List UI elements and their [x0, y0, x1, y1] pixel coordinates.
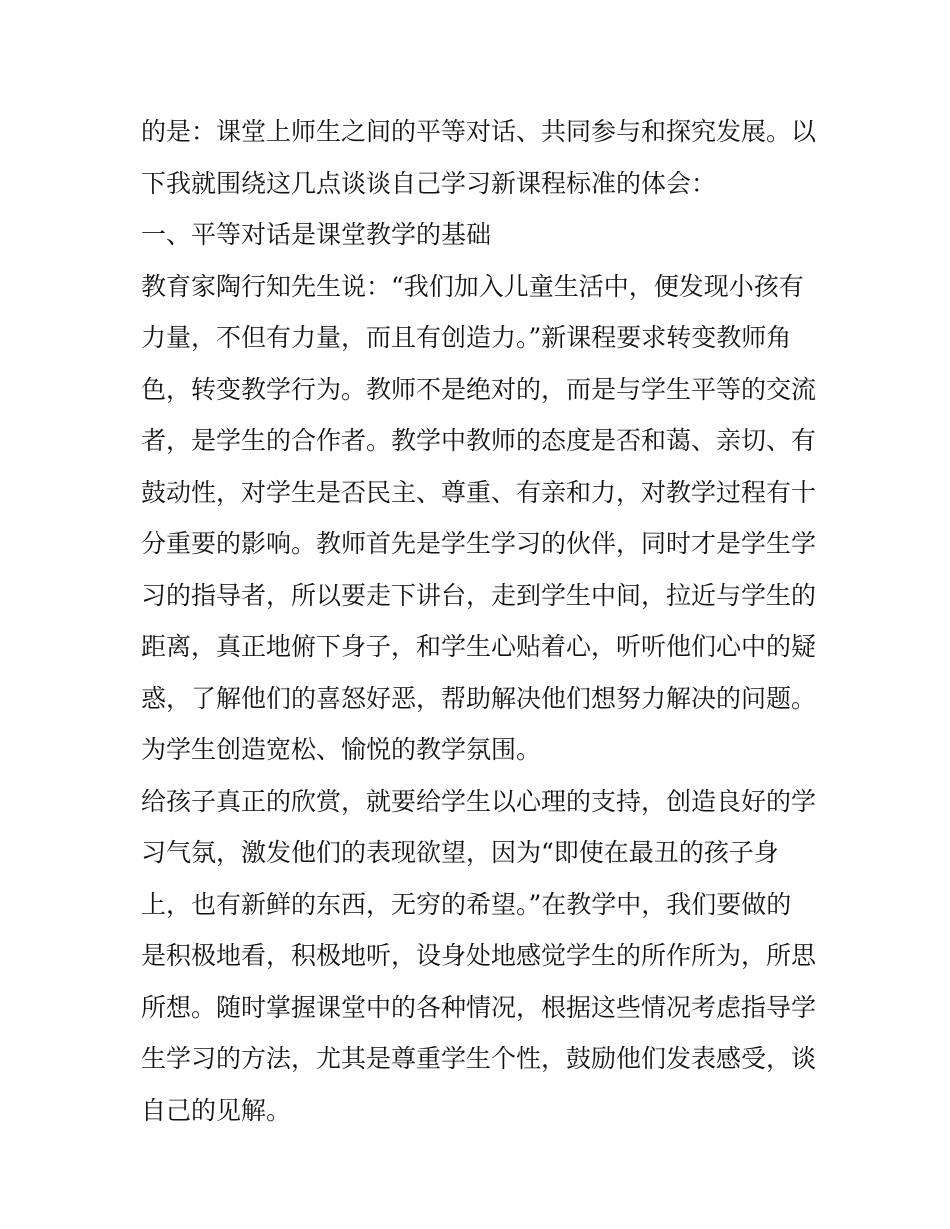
- text-line: 所想。随时掌握课堂中的各种情况，根据这些情况考虑指导学: [141, 992, 817, 1022]
- text-line: 为学生创造宽松、愉悦的教学氛围。: [141, 735, 542, 764]
- text-line: 下我就围绕这几点谈谈自己学习新课程标准的体会：: [141, 168, 717, 198]
- text-line: 距离，真正地俯下身子，和学生心贴着心，听听他们心中的疑: [141, 632, 817, 661]
- text-line: 教育家陶行知先生说：“我们加入儿童生活中，便发现小孩有: [141, 271, 804, 301]
- document-body: [141, 106, 821, 1136]
- text-line: 是积极地看，积极地听，设身处地感觉学生的所作所为，所思: [141, 941, 817, 970]
- section-heading: 一、平等对话是课堂教学的基础: [141, 220, 492, 249]
- text-line: 习气氛，激发他们的表现欲望，因为“即使在最丑的孩子身: [141, 838, 779, 867]
- text-line: 色，转变教学行为。教师不是绝对的，而是与学生平等的交流: [141, 374, 817, 404]
- text-line: 自己的见解。: [141, 1095, 292, 1125]
- text-line: 鼓动性，对学生是否民主、尊重、有亲和力，对教学过程有十: [141, 477, 817, 507]
- text-line: 给孩子真正的欣赏，就要给学生以心理的支持，创造良好的学: [141, 786, 817, 816]
- text-line: 上，也有新鲜的东西，无穷的希望。”在教学中，我们要做的: [141, 889, 792, 919]
- text-line: 分重要的影响。教师首先是学生学习的伙伴，同时才是学生学: [141, 529, 817, 558]
- text-line: 力量，不但有力量，而且有创造力。”新课程要求转变教师角: [141, 323, 792, 352]
- text-line: 者，是学生的合作者。教学中教师的态度是否和蔼、亲切、有: [141, 426, 817, 455]
- text-line: 惑，了解他们的喜怒好恶，帮助解决他们想努力解决的问题。: [141, 683, 817, 713]
- text-line: 习的指导者，所以要走下讲台，走到学生中间，拉近与学生的: [141, 580, 817, 610]
- text-line: 生学习的方法，尤其是尊重学生个性，鼓励他们发表感受，谈: [141, 1044, 817, 1073]
- text-line: 的是：课堂上师生之间的平等对话、共同参与和探究发展。以: [141, 117, 817, 146]
